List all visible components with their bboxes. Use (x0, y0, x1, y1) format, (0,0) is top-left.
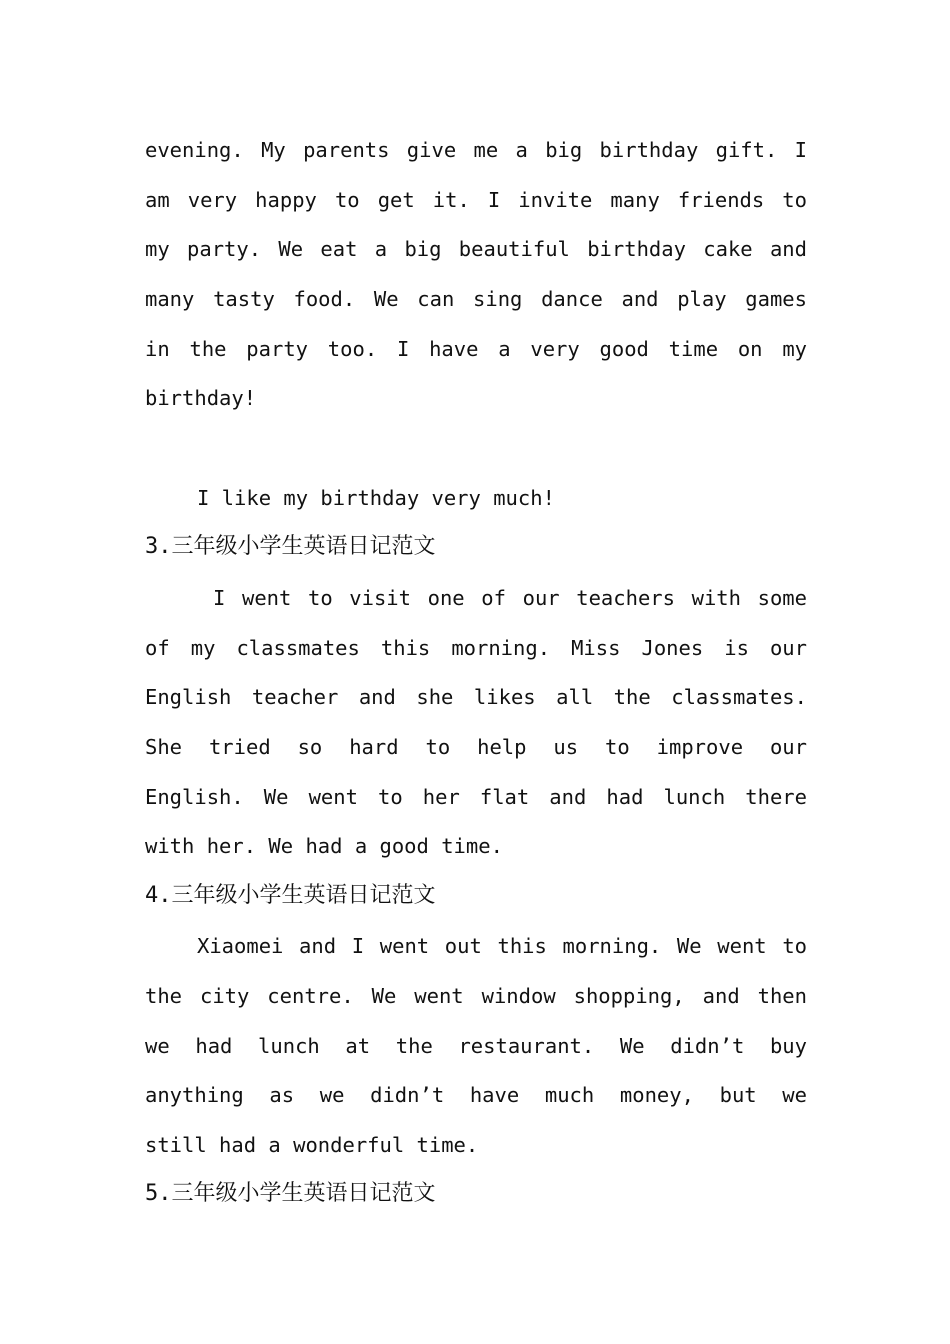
text-line: birthday! (145, 386, 257, 410)
text-line: my party. We eat a big beautiful birthday cake and (145, 237, 807, 261)
text-line: the city centre. We went window shopping, and then (145, 984, 807, 1008)
text-line: in the party too. I have a very good time on my (145, 337, 807, 361)
text-line: She tried so hard to help us to improve our (145, 735, 807, 759)
text-line: with her. We had a good time. (145, 834, 503, 858)
text-line: many tasty food. We can sing dance and play games (145, 287, 807, 311)
section-heading-5: 5.三年级小学生英语日记范文 (145, 1181, 436, 1206)
text-line: of my classmates this morning. Miss Jones is our (145, 636, 807, 660)
text-line: English. We went to her flat and had lunch there (145, 785, 807, 809)
text-line: still had a wonderful time. (145, 1133, 479, 1157)
text-line: am very happy to get it. I invite many friends to (145, 188, 807, 212)
text-line: Xiaomei and I went out this morning. We went to (197, 934, 807, 958)
text-line: I went to visit one of our teachers with some (213, 586, 807, 610)
section-heading-3: 3.三年级小学生英语日记范文 (145, 534, 436, 559)
section-heading-4: 4.三年级小学生英语日记范文 (145, 883, 436, 908)
text-line: we had lunch at the restaurant. We didn’t buy (145, 1034, 807, 1058)
text-line: English teacher and she likes all the classmates. (145, 685, 807, 709)
text-line: evening. My parents give me a big birthday gift. I (145, 138, 807, 162)
closing-sentence: I like my birthday very much! (197, 486, 555, 510)
text-line: anything as we didn’t have much money, but we (145, 1083, 807, 1107)
